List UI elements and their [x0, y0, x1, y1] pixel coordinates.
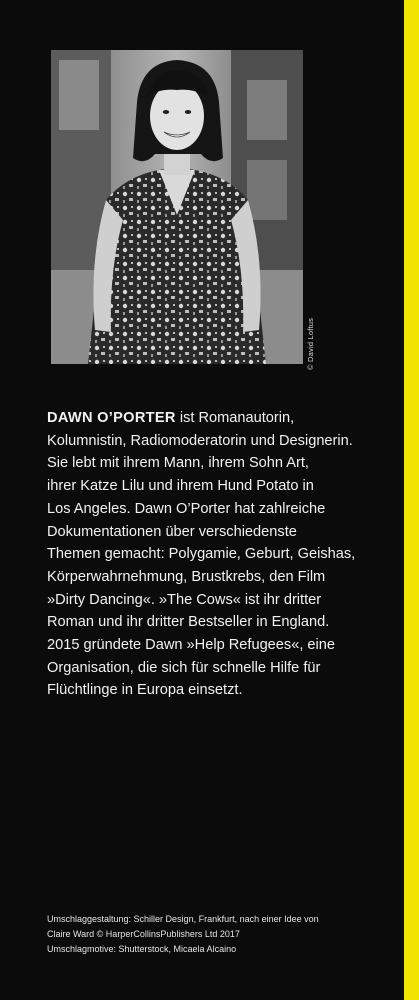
- bio-line-rest: ist Romanautorin,: [175, 410, 295, 426]
- author-photo-illustration: [51, 50, 303, 364]
- bio-line: Kolumnistin, Radiomoderatorin und Designerin.: [47, 432, 353, 449]
- photo-credit: © David Loftus: [306, 317, 315, 370]
- author-name: DAWN O’PORTER: [47, 410, 176, 426]
- bio-line: Los Angeles. Dawn O’Porter hat zahlreiche: [47, 500, 326, 517]
- bio-line: Dokumentationen über verschiedenste: [47, 523, 297, 540]
- cover-credit-line: Claire Ward © HarperCollinsPublishers Ltd 2017: [47, 929, 240, 939]
- cover-credit-line: Umschlaggestaltung: Schiller Design, Frankfurt, nach einer Idee von: [47, 914, 319, 924]
- cover-credits: [47, 912, 402, 957]
- author-photo: [51, 50, 303, 364]
- bio-line: Sie lebt mit ihrem Mann, ihrem Sohn Art,: [47, 455, 309, 472]
- bio-line: Körperwahrnehmung, Brustkrebs, den Film: [47, 568, 326, 585]
- bio-line: Themen gemacht: Polygamie, Geburt, Geishas,: [47, 546, 356, 563]
- bio-line: [47, 407, 402, 430]
- yellow-edge-stripe: [404, 0, 419, 1000]
- bio-line: Roman und ihr dritter Bestseller in England.: [47, 614, 330, 631]
- bio-line: »Dirty Dancing«. »The Cows« ist ihr dritter: [47, 591, 322, 608]
- bio-line: ihrer Katze Lilu und ihrem Hund Potato in: [47, 478, 314, 495]
- author-bio: [47, 407, 402, 702]
- bio-line: Flüchtlinge in Europa einsetzt.: [47, 682, 243, 699]
- bio-line: Organisation, die sich für schnelle Hilfe für: [47, 659, 321, 676]
- cover-credit-line: Umschlagmotive: Shutterstock, Micaela Alcaino: [47, 944, 237, 954]
- bio-line: 2015 gründete Dawn »Help Refugees«, eine: [47, 637, 336, 654]
